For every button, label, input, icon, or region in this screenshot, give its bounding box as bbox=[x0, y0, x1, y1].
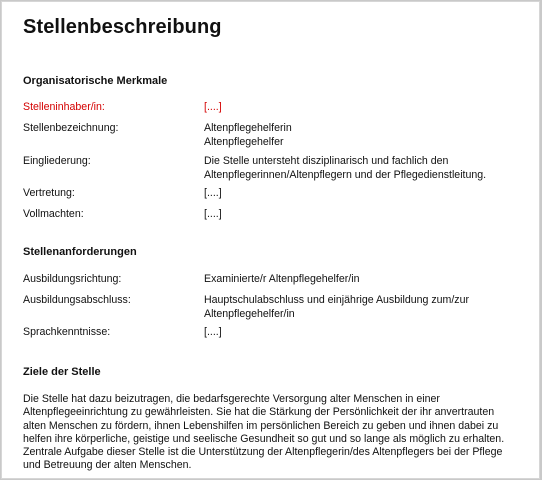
section-heading-requirements: Stellenanforderungen bbox=[23, 246, 137, 258]
field-value: Altenpflegehelferin Altenpflegehelfer bbox=[204, 122, 292, 148]
field-label: Sprachkenntnisse: bbox=[23, 326, 111, 338]
field-label: Stellenbezeichnung: bbox=[23, 122, 119, 134]
goals-paragraph: Die Stelle hat dazu beizutragen, die bedarfsgerechte Versorgung alter Menschen in einer Altenpflegeeinrichtung zu gewährleisten. Sie hat die Stärkung der Persönlichkeit der ihr anvertrauten alten Menschen zu fördern, ihnen Lebenshilfen im persönlichen Bereich zu geben und ihnen dabei zu helfen ihre körperliche, geistige und seelische Gesundheit so gut und so lange als möglich zu erhalten. Zentrale Aufgabe dieser Stelle ist die Unterstützung der Altenpflegerin/des Altenpflegers bei der Pflege und Betreuung der alten Menschen. bbox=[23, 393, 505, 472]
field-value: [....] bbox=[204, 187, 222, 199]
field-label: Eingliederung: bbox=[23, 155, 91, 167]
field-value: Hauptschulabschluss und einjährige Ausbildung zum/zur Altenpflegehelfer/in bbox=[204, 294, 470, 320]
field-value: Examinierte/r Altenpflegehelfer/in bbox=[204, 273, 360, 285]
section-heading-org: Organisatorische Merkmale bbox=[23, 75, 168, 87]
field-label: Vollmachten: bbox=[23, 208, 84, 220]
page-title: Stellenbeschreibung bbox=[23, 16, 222, 38]
field-label: Stelleninhaber/in: bbox=[23, 101, 105, 113]
section-heading-goals: Ziele der Stelle bbox=[23, 366, 101, 378]
field-value: [....] bbox=[204, 326, 222, 338]
field-label: Ausbildungsrichtung: bbox=[23, 273, 122, 285]
field-value: [....] bbox=[204, 208, 222, 220]
field-value: [....] bbox=[204, 101, 222, 113]
field-label: Ausbildungsabschluss: bbox=[23, 294, 131, 306]
document-page bbox=[1, 1, 540, 479]
field-label: Vertretung: bbox=[23, 187, 75, 199]
field-value: Die Stelle untersteht disziplinarisch und fachlich den Altenpflegerinnen/Altenpflegern und der Pflegedienstleitung. bbox=[204, 155, 487, 181]
